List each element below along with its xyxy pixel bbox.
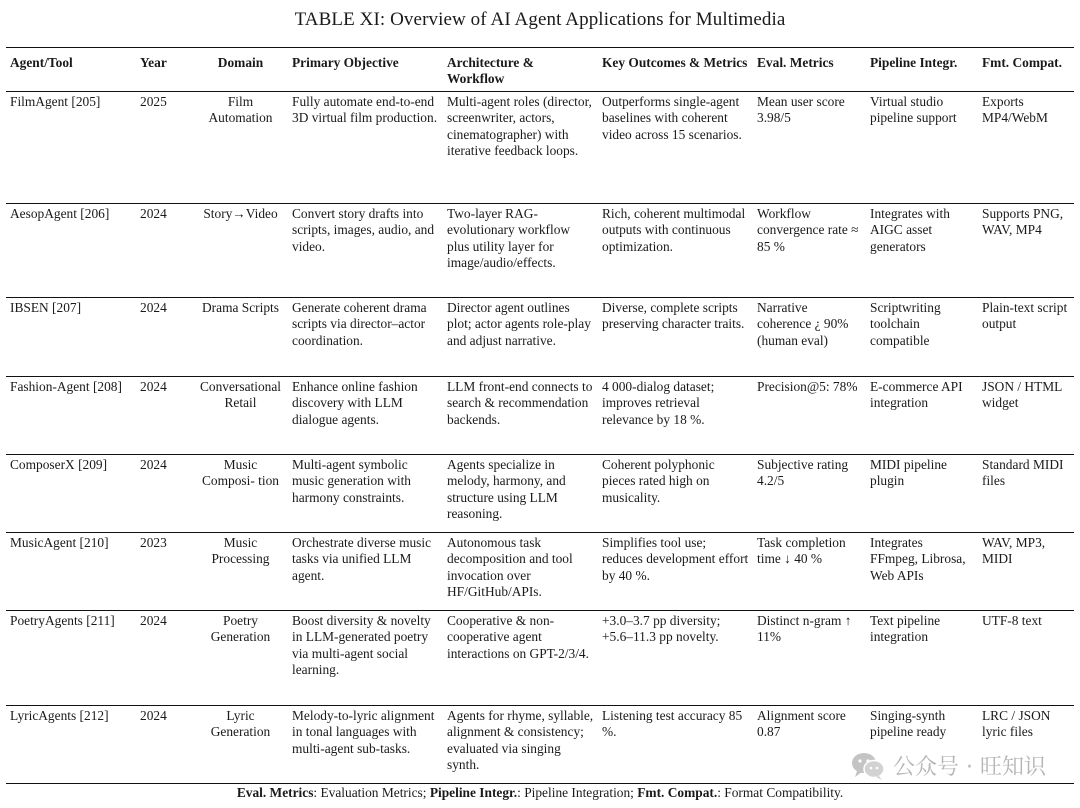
footnote-text: : Format Compatibility. [717,785,844,800]
cell-primary-objective: Enhance online fashion discovery with LLM dialogue agents. [288,376,443,454]
table-row [6,376,1074,454]
cell-pipeline-integr: Text pipeline integration [866,610,978,705]
watermark-text: 公众号 · 旺知识 [893,755,1046,780]
cell-domain: Conversational Retail [193,376,288,454]
footnote-term: Fmt. Compat. [637,785,718,800]
cell-architecture-workflow: Autonomous task decomposition and tool invocation over HF/GitHub/APIs. [443,532,598,610]
cell-fmt-compat: UTF-8 text [978,610,1074,705]
cell-domain: Drama Scripts [193,297,288,376]
cell-domain: Music Composi- tion [193,454,288,532]
cell-pipeline-integr: MIDI pipeline plugin [866,454,978,532]
cell-architecture-workflow: Agents specialize in melody, harmony, and structure using LLM reasoning. [443,454,598,532]
cell-eval-metrics: Narrative coherence ¿ 90% (human eval) [753,297,866,376]
cell-eval-metrics: Mean user score 3.98/5 [753,91,866,203]
cell-key-outcomes-metrics: Listening test accuracy 85 %. [602,707,743,740]
cell-pipeline-integr: Integrates FFmpeg, Librosa, Web APIs [866,532,978,610]
cell-pipeline-integr: Scriptwriting toolchain compatible [866,297,978,376]
cell-agent-tool: MusicAgent [210] [6,532,136,610]
column-header-architecture-workflow: Architecture & Workflow [443,48,598,92]
footnote-text: : Pipeline Integration; [517,785,638,800]
cell-key-outcomes-metrics: 4 000-dialog dataset; improves retrieval relevance by 18 %. [598,376,753,454]
cell-fmt-compat: JSON / HTML widget [978,376,1074,454]
cell-year: 2024 [140,707,167,723]
column-header-fmt-compat: Fmt. Compat. [978,48,1074,92]
cell-architecture-workflow: Agents for rhyme, syllable, alignment & consistency; evaluated via singing synth. [447,707,594,773]
cell-fmt-compat: Standard MIDI files [978,454,1074,532]
cell-primary-objective: Generate coherent drama scripts via director–actor coordination. [288,297,443,376]
cell-fmt-compat: WAV, MP3, MIDI [978,532,1074,610]
cell-year: 2024 [136,610,193,705]
column-header-agent-tool: Agent/Tool [6,48,136,92]
cell-year: 2024 [136,203,193,297]
cell-primary-objective: Orchestrate diverse music tasks via unified LLM agent. [288,532,443,610]
cell-architecture-workflow: Cooperative & non-cooperative agent interactions on GPT-2/3/4. [443,610,598,705]
cell-eval-metrics: Task completion time ↓ 40 % [753,532,866,610]
applications-table [6,47,1074,784]
cell-eval-metrics: Distinct n-gram ↑ 11% [753,610,866,705]
wechat-icon [851,751,885,781]
table-row [6,91,1074,203]
cell-primary-objective: Boost diversity & novelty in LLM-generated poetry via multi-agent social learning. [288,610,443,705]
cell-domain: Lyric Generation [210,707,271,740]
cell-key-outcomes-metrics: Coherent polyphonic pieces rated high on musicality. [598,454,753,532]
column-header-eval-metrics: Eval. Metrics [753,48,866,92]
cell-fmt-compat: Plain-text script output [978,297,1074,376]
cell-eval-metrics: Alignment score 0.87 [757,707,846,740]
cell-eval-metrics: Subjective rating 4.2/5 [753,454,866,532]
column-header-domain: Domain [193,48,288,92]
cell-agent-tool: LyricAgents [212] [10,707,109,723]
cell-primary-objective: Melody-to-lyric alignment in tonal languages with multi-agent sub-tasks. [292,707,435,756]
cell-primary-objective: Fully automate end-to-end 3D virtual film production. [288,91,443,203]
cell-architecture-workflow: Multi-agent roles (director, screenwriter, actors, cinematographer) with iterative feedback loops. [443,91,598,203]
footnote-term: Eval. Metrics [236,785,314,800]
column-header-key-outcomes-metrics: Key Outcomes & Metrics [598,48,753,92]
cell-year: 2024 [136,297,193,376]
cell-eval-metrics: Workflow convergence rate ≈ 85 % [753,203,866,297]
table-row [6,610,1074,705]
cell-primary-objective: Convert story drafts into scripts, images, audio, and video. [288,203,443,297]
cell-fmt-compat: LRC / JSON lyric files [982,707,1051,740]
cell-pipeline-integr: E-commerce API integration [866,376,978,454]
footnote-term: Pipeline Integr. [429,785,518,800]
table-row [6,454,1074,532]
cell-fmt-compat: Supports PNG, WAV, MP4 [978,203,1074,297]
cell-primary-objective: Multi-agent symbolic music generation with harmony constraints. [288,454,443,532]
table-footnote [0,785,1080,801]
column-header-primary-objective: Primary Objective [288,48,443,92]
table-row [6,203,1074,297]
cell-key-outcomes-metrics: Diverse, complete scripts preserving character traits. [598,297,753,376]
cell-pipeline-integr: Virtual studio pipeline support [866,91,978,203]
cell-agent-tool: ComposerX [209] [6,454,136,532]
cell-agent-tool: AesopAgent [206] [6,203,136,297]
cell-architecture-workflow: Director agent outlines plot; actor agents role-play and adjust narrative. [443,297,598,376]
cell-agent-tool: FilmAgent [205] [6,91,136,203]
cell-key-outcomes-metrics: Rich, coherent multimodal outputs with continuous optimization. [598,203,753,297]
cell-key-outcomes-metrics: +3.0–3.7 pp diversity; +5.6–11.3 pp novelty. [598,610,753,705]
cell-domain: Story→Video [193,203,288,297]
cell-eval-metrics: Precision@5: 78% [753,376,866,454]
cell-architecture-workflow: LLM front-end connects to search & recommendation backends. [443,376,598,454]
column-header-year: Year [136,48,193,92]
cell-architecture-workflow: Two-layer RAG-evolutionary workflow plus utility layer for image/audio/effects. [443,203,598,297]
cell-year: 2023 [136,532,193,610]
cell-domain: Film Automation [193,91,288,203]
table-row [6,297,1074,376]
cell-pipeline-integr: Integrates with AIGC asset generators [866,203,978,297]
cell-domain: Music Processing [193,532,288,610]
cell-year: 2025 [136,91,193,203]
cell-agent-tool: PoetryAgents [211] [6,610,136,705]
watermark [851,750,1046,781]
cell-pipeline-integr: Singing-synth pipeline ready [870,707,947,740]
cell-agent-tool: Fashion-Agent [208] [6,376,136,454]
table-caption: TABLE XI: Overview of AI Agent Applications for Multimedia [294,9,786,30]
footnote-text: : Evaluation Metrics; [313,785,430,800]
table-row [6,532,1074,610]
cell-agent-tool: IBSEN [207] [6,297,136,376]
column-header-pipeline-integr: Pipeline Integr. [866,48,978,92]
cell-key-outcomes-metrics: Outperforms single-agent baselines with coherent video across 15 scenarios. [598,91,753,203]
cell-year: 2024 [136,454,193,532]
cell-domain: Poetry Generation [193,610,288,705]
cell-year: 2024 [136,376,193,454]
header-row [6,48,1074,92]
cell-fmt-compat: Exports MP4/WebM [978,91,1074,203]
cell-key-outcomes-metrics: Simplifies tool use; reduces development effort by 40 %. [598,532,753,610]
